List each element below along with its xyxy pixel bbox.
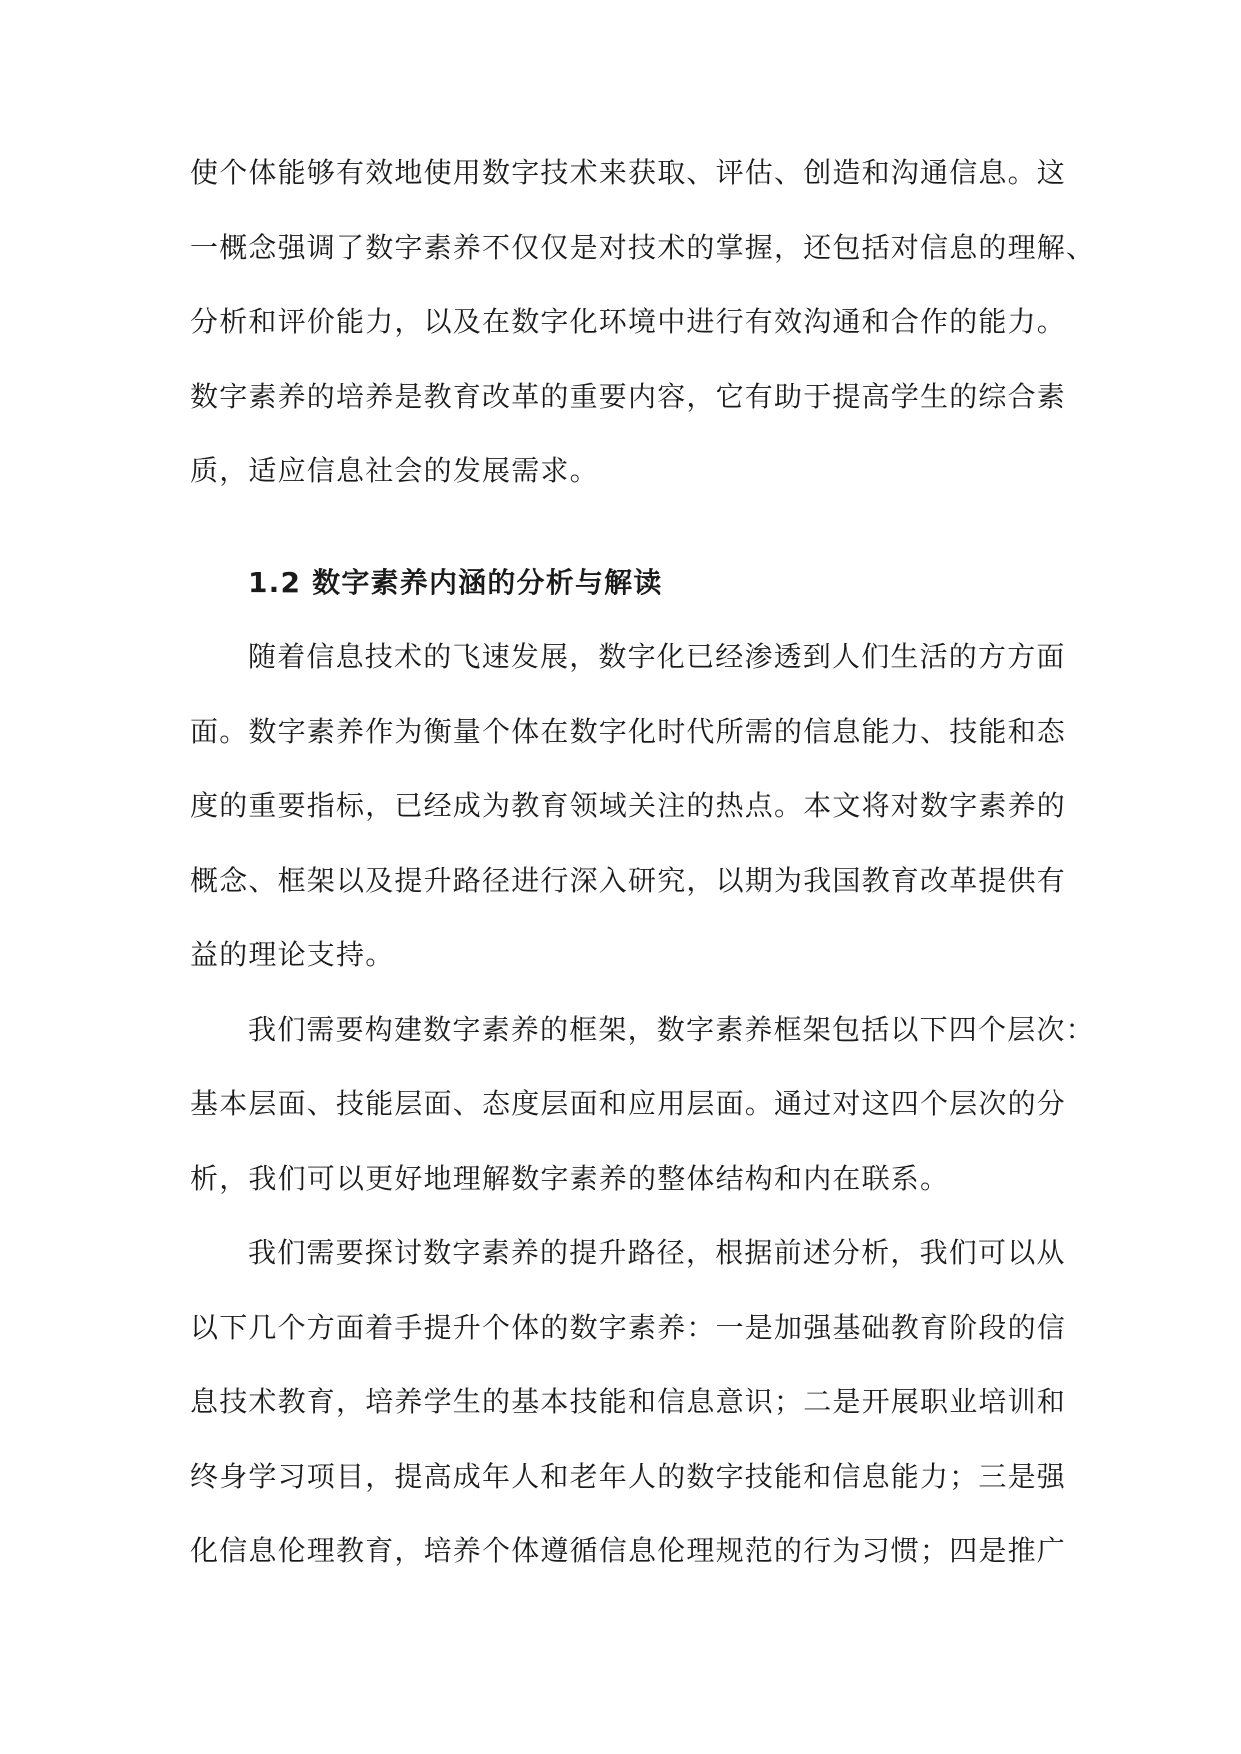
text-line: 终身学习项目，提高成年人和老年人的数字技能和信息能力；三是强 xyxy=(190,1459,1067,1493)
text-line: 基本层面、技能层面、态度层面和应用层面。通过对这四个层次的分 xyxy=(190,1087,1067,1120)
paragraph-improvement-path xyxy=(190,1216,1090,1589)
text-line: 我们需要构建数字素养的框架，数字素养框架包括以下四个层次： xyxy=(248,1012,1095,1046)
text-line: 使个体能够有效地使用数字技术来获取、评估、创造和沟通信息。这 xyxy=(190,156,1067,189)
text-line: 以下几个方面着手提升个体的数字素养：一是加强基础教育阶段的信 xyxy=(190,1310,1067,1344)
section-heading: 1.2 数字素养内涵的分析与解读 xyxy=(248,566,663,599)
paragraph-digitalization xyxy=(190,620,1090,993)
paragraph-framework xyxy=(190,993,1095,1217)
text-line: 化信息伦理教育，培养个体遵循信息伦理规范的行为习惯；四是推广 xyxy=(190,1534,1067,1567)
intro-paragraph xyxy=(190,136,1096,509)
text-line: 息技术教育，培养学生的基本技能和信息意识；二是开展职业培训和 xyxy=(190,1385,1067,1418)
text-line: 质，适应信息社会的发展需求。 xyxy=(190,454,599,487)
text-line: 随着信息技术的飞速发展，数字化已经渗透到人们生活的方方面 xyxy=(248,640,1066,673)
text-line: 面。数字素养作为衡量个体在数字化时代所需的信息能力、技能和态 xyxy=(190,714,1067,748)
text-line: 益的理论支持。 xyxy=(190,938,395,971)
text-line: 数字素养的培养是教育改革的重要内容，它有助于提高学生的综合素 xyxy=(190,379,1067,413)
text-line: 一概念强调了数字素养不仅仅是对技术的掌握，还包括对信息的理解、 xyxy=(190,230,1096,264)
text-line: 概念、框架以及提升路径进行深入研究，以期为我国教育改革提供有 xyxy=(190,863,1067,897)
text-line: 析，我们可以更好地理解数字素养的整体结构和内在联系。 xyxy=(190,1161,950,1195)
body-paragraphs xyxy=(190,620,1095,1589)
text-line: 分析和评价能力，以及在数字化环境中进行有效沟通和合作的能力。 xyxy=(190,305,1067,338)
text-line: 我们需要探讨数字素养的提升路径，根据前述分析，我们可以从 xyxy=(248,1236,1066,1269)
section-heading-block xyxy=(190,546,1090,621)
text-line: 度的重要指标，已经成为教育领域关注的热点。本文将对数字素养的 xyxy=(190,789,1067,822)
